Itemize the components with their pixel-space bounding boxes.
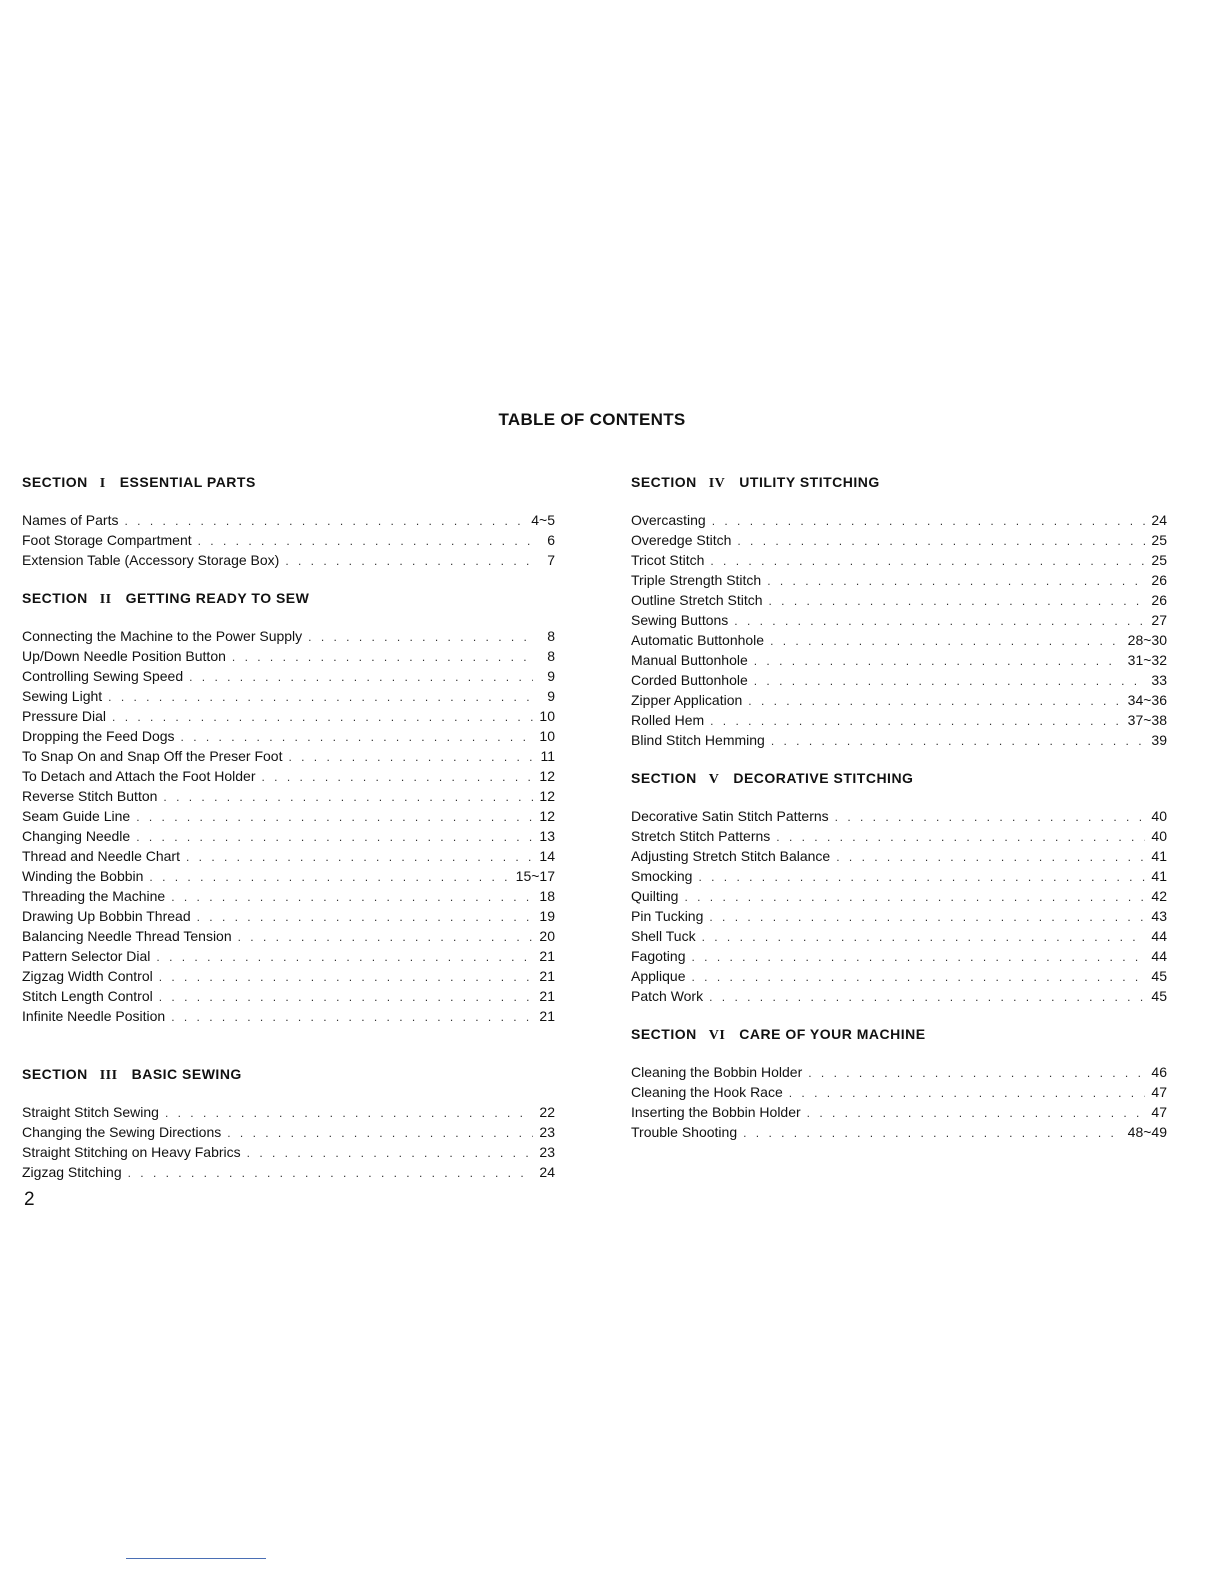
toc-entry-label: Extension Table (Accessory Storage Box) xyxy=(22,552,280,568)
dot-leader xyxy=(807,1103,1145,1123)
toc-entry-label: Outline Stretch Stitch xyxy=(631,592,763,608)
dot-leader xyxy=(156,947,533,967)
section-name: GETTING READY TO SEW xyxy=(125,590,310,606)
toc-entry-page: 8 xyxy=(547,648,555,664)
dot-leader xyxy=(163,787,533,807)
toc-entry-label: Up/Down Needle Position Button xyxy=(22,648,226,664)
toc-entry-page: 44 xyxy=(1151,948,1167,964)
toc-entry-page: 47 xyxy=(1151,1104,1167,1120)
toc-entry-page: 33 xyxy=(1151,672,1167,688)
toc-entry xyxy=(631,966,1167,986)
toc-entry xyxy=(22,966,555,986)
toc-entry xyxy=(631,570,1167,590)
toc-entry-list xyxy=(22,510,555,570)
dot-leader xyxy=(754,651,1122,671)
toc-entry xyxy=(22,1102,555,1122)
dot-leader xyxy=(136,807,533,827)
toc-entry-page: 6 xyxy=(547,532,555,548)
toc-entry-label: Pressure Dial xyxy=(22,708,107,724)
toc-entry-page: 9 xyxy=(547,688,555,704)
toc-entry-label: Manual Buttonhole xyxy=(631,652,748,668)
toc-entry-page: 7 xyxy=(547,552,555,568)
toc-entry-list xyxy=(631,510,1167,750)
toc-entry-label: Sewing Light xyxy=(22,688,103,704)
toc-entry-page: 23 xyxy=(539,1144,555,1160)
dot-leader xyxy=(709,987,1145,1007)
toc-entry-page: 21 xyxy=(539,1008,555,1024)
toc-entry-label: Triple Strength Stitch xyxy=(631,572,762,588)
toc-entry xyxy=(22,626,555,646)
section-heading xyxy=(631,1024,1167,1044)
dot-leader xyxy=(789,1083,1145,1103)
toc-entry-page: 45 xyxy=(1151,988,1167,1004)
dot-leader xyxy=(737,531,1145,551)
section-label: SECTION xyxy=(631,1026,697,1042)
toc-entry-page: 39 xyxy=(1151,732,1167,748)
dot-leader xyxy=(149,867,509,887)
toc-entry xyxy=(631,630,1167,650)
toc-entry-label: Overcasting xyxy=(631,512,706,528)
toc-entry-label: Zipper Application xyxy=(631,692,743,708)
toc-entry xyxy=(22,686,555,706)
section-name: ESSENTIAL PARTS xyxy=(119,474,256,490)
dot-leader xyxy=(136,827,533,847)
toc-entry-page: 14 xyxy=(539,848,555,864)
toc-entry-label: Changing the Sewing Directions xyxy=(22,1124,222,1140)
dot-leader xyxy=(186,847,533,867)
toc-entry-page: 20 xyxy=(539,928,555,944)
dot-leader xyxy=(836,847,1145,867)
toc-entry-label: Tricot Stitch xyxy=(631,552,705,568)
dot-leader xyxy=(159,967,533,987)
dot-leader xyxy=(709,907,1145,927)
dot-leader xyxy=(835,807,1145,827)
section-numeral: V xyxy=(708,772,720,787)
dot-leader xyxy=(712,511,1145,531)
toc-entry-label: Zigzag Stitching xyxy=(22,1164,122,1180)
section-label: SECTION xyxy=(22,590,88,606)
toc-entry xyxy=(631,650,1167,670)
toc-entry xyxy=(22,886,555,906)
toc-entry xyxy=(631,1082,1167,1102)
toc-entry-page: 12 xyxy=(539,808,555,824)
dot-leader xyxy=(238,927,533,947)
toc-entry xyxy=(631,730,1167,750)
dot-leader xyxy=(261,767,533,787)
toc-entry-page: 24 xyxy=(1151,512,1167,528)
toc-entry xyxy=(22,806,555,826)
toc-column-right xyxy=(631,472,1167,1142)
toc-entry-page: 12 xyxy=(539,768,555,784)
toc-entry-page: 8 xyxy=(547,628,555,644)
toc-entry-page: 47 xyxy=(1151,1084,1167,1100)
toc-entry xyxy=(631,946,1167,966)
toc-entry-page: 12 xyxy=(539,788,555,804)
page-number: 2 xyxy=(24,1189,35,1210)
toc-entry-label: Patch Work xyxy=(631,988,704,1004)
toc-entry-label: Changing Needle xyxy=(22,828,131,844)
toc-entry-page: 48~49 xyxy=(1127,1124,1167,1140)
toc-entry-label: Inserting the Bobbin Holder xyxy=(631,1104,801,1120)
toc-entry xyxy=(631,846,1167,866)
toc-column-left xyxy=(22,472,555,1182)
section-numeral: VI xyxy=(708,1028,726,1043)
toc-entry xyxy=(631,986,1167,1006)
toc-entry xyxy=(631,530,1167,550)
toc-entry xyxy=(631,906,1167,926)
dot-leader xyxy=(702,927,1145,947)
toc-entry xyxy=(631,926,1167,946)
dot-leader xyxy=(128,1163,533,1183)
toc-entry-label: Applique xyxy=(631,968,686,984)
toc-entry-label: Shell Tuck xyxy=(631,928,696,944)
toc-entry-page: 23 xyxy=(539,1124,555,1140)
toc-entry-page: 27 xyxy=(1151,612,1167,628)
section-label: SECTION xyxy=(22,1066,88,1082)
toc-entry xyxy=(22,846,555,866)
toc-entry xyxy=(22,946,555,966)
toc-entry xyxy=(631,826,1167,846)
toc-entry xyxy=(22,646,555,666)
dot-leader xyxy=(710,551,1145,571)
dot-leader xyxy=(684,887,1145,907)
section-name: DECORATIVE STITCHING xyxy=(733,770,914,786)
section-numeral: IV xyxy=(708,476,726,491)
section-heading xyxy=(631,472,1167,492)
toc-entry xyxy=(631,710,1167,730)
toc-entry-label: Smocking xyxy=(631,868,693,884)
dot-leader xyxy=(171,1007,533,1027)
toc-entry-page: 28~30 xyxy=(1127,632,1167,648)
dot-leader xyxy=(308,627,533,647)
dot-leader xyxy=(767,571,1145,591)
toc-entry-page: 25 xyxy=(1151,532,1167,548)
toc-entry xyxy=(22,746,555,766)
dot-leader xyxy=(112,707,533,727)
dot-leader xyxy=(698,867,1145,887)
dot-leader xyxy=(771,731,1145,751)
toc-entry xyxy=(631,690,1167,710)
dot-leader xyxy=(692,967,1146,987)
dot-leader xyxy=(285,551,533,571)
toc-entry-page: 46 xyxy=(1151,1064,1167,1080)
toc-entry xyxy=(22,786,555,806)
dot-leader xyxy=(189,667,533,687)
toc-entry-label: Stretch Stitch Patterns xyxy=(631,828,771,844)
toc-entry xyxy=(22,866,555,886)
toc-entry-label: Threading the Machine xyxy=(22,888,166,904)
toc-entry-page: 13 xyxy=(539,828,555,844)
toc-entry-page: 26 xyxy=(1151,572,1167,588)
section-heading xyxy=(22,1064,555,1084)
toc-entry xyxy=(631,1102,1167,1122)
toc-entry-page: 34~36 xyxy=(1127,692,1167,708)
toc-entry-label: Fagoting xyxy=(631,948,686,964)
toc-entry-page: 15~17 xyxy=(515,868,555,884)
dot-leader xyxy=(247,1143,533,1163)
toc-entry-label: To Snap On and Snap Off the Preser Foot xyxy=(22,748,283,764)
dot-leader xyxy=(770,631,1122,651)
toc-entry-label: Seam Guide Line xyxy=(22,808,131,824)
toc-entry xyxy=(631,886,1167,906)
toc-entry-list xyxy=(22,1102,555,1182)
toc-entry xyxy=(631,590,1167,610)
toc-entry-page: 45 xyxy=(1151,968,1167,984)
dot-leader xyxy=(108,687,533,707)
toc-entry xyxy=(22,726,555,746)
toc-entry xyxy=(631,806,1167,826)
toc-entry-page: 37~38 xyxy=(1127,712,1167,728)
toc-entry-label: Rolled Hem xyxy=(631,712,705,728)
toc-entry-page: 24 xyxy=(539,1164,555,1180)
toc-entry-page: 10 xyxy=(539,728,555,744)
toc-entry-page: 42 xyxy=(1151,888,1167,904)
toc-entry-page: 19 xyxy=(539,908,555,924)
dot-leader xyxy=(171,887,533,907)
decorative-underline xyxy=(126,1558,266,1559)
toc-entry-page: 10 xyxy=(539,708,555,724)
toc-entry-page: 26 xyxy=(1151,592,1167,608)
dot-leader xyxy=(734,611,1145,631)
toc-entry-page: 9 xyxy=(547,668,555,684)
toc-entry xyxy=(22,1162,555,1182)
dot-leader xyxy=(748,691,1121,711)
dot-leader xyxy=(288,747,533,767)
toc-entry-list xyxy=(631,1062,1167,1142)
section-care-of-your-machine xyxy=(631,1024,1167,1142)
toc-entry xyxy=(22,906,555,926)
toc-entry-label: Pattern Selector Dial xyxy=(22,948,151,964)
dot-leader xyxy=(159,987,533,1007)
toc-entry-label: Blind Stitch Hemming xyxy=(631,732,765,748)
section-decorative-stitching xyxy=(631,768,1167,1006)
toc-entry xyxy=(631,670,1167,690)
section-label: SECTION xyxy=(631,474,697,490)
toc-entry-list xyxy=(22,626,555,1026)
toc-entry-label: Controlling Sewing Speed xyxy=(22,668,184,684)
dot-leader xyxy=(754,671,1145,691)
toc-entry xyxy=(22,1142,555,1162)
dot-leader xyxy=(710,711,1122,731)
toc-entry-page: 11 xyxy=(540,748,555,764)
toc-entry-label: Sewing Buttons xyxy=(631,612,729,628)
toc-entry xyxy=(631,866,1167,886)
dot-leader xyxy=(232,647,533,667)
section-heading xyxy=(22,588,555,608)
section-name: BASIC SEWING xyxy=(131,1066,242,1082)
toc-entry xyxy=(631,610,1167,630)
toc-entry-list xyxy=(631,806,1167,1006)
section-essential-parts xyxy=(22,472,555,570)
toc-entry-page: 31~32 xyxy=(1127,652,1167,668)
toc-entry xyxy=(22,826,555,846)
section-name: CARE OF YOUR MACHINE xyxy=(739,1026,926,1042)
toc-entry-label: To Detach and Attach the Foot Holder xyxy=(22,768,256,784)
toc-entry-page: 43 xyxy=(1151,908,1167,924)
toc-entry-label: Balancing Needle Thread Tension xyxy=(22,928,232,944)
toc-entry-label: Quilting xyxy=(631,888,679,904)
toc-entry-label: Automatic Buttonhole xyxy=(631,632,765,648)
toc-entry-label: Winding the Bobbin xyxy=(22,868,144,884)
toc-entry xyxy=(22,530,555,550)
toc-entry-label: Drawing Up Bobbin Thread xyxy=(22,908,191,924)
toc-entry xyxy=(22,550,555,570)
toc-entry xyxy=(22,766,555,786)
toc-entry-label: Names of Parts xyxy=(22,512,119,528)
toc-entry-page: 41 xyxy=(1151,868,1167,884)
toc-entry xyxy=(631,1122,1167,1142)
toc-entry-label: Connecting the Machine to the Power Supply xyxy=(22,628,303,644)
toc-entry-page: 25 xyxy=(1151,552,1167,568)
toc-entry-label: Reverse Stitch Button xyxy=(22,788,158,804)
dot-leader xyxy=(198,531,533,551)
toc-entry-page: 4~5 xyxy=(531,512,555,528)
dot-leader xyxy=(776,827,1145,847)
dot-leader xyxy=(691,947,1145,967)
toc-entry xyxy=(22,706,555,726)
dot-leader xyxy=(227,1123,533,1143)
toc-entry-label: Dropping the Feed Dogs xyxy=(22,728,175,744)
toc-entry-label: Thread and Needle Chart xyxy=(22,848,180,864)
toc-entry-label: Corded Buttonhole xyxy=(631,672,748,688)
toc-entry-label: Pin Tucking xyxy=(631,908,704,924)
toc-entry xyxy=(22,1006,555,1026)
toc-entry-page: 21 xyxy=(539,988,555,1004)
toc-entry-label: Cleaning the Bobbin Holder xyxy=(631,1064,803,1080)
dot-leader xyxy=(165,1103,533,1123)
dot-leader xyxy=(181,727,533,747)
section-getting-ready-to-sew xyxy=(22,588,555,1026)
section-basic-sewing xyxy=(22,1064,555,1182)
section-numeral: I xyxy=(99,476,106,491)
toc-entry-label: Straight Stitching on Heavy Fabrics xyxy=(22,1144,241,1160)
toc-entry-page: 21 xyxy=(539,948,555,964)
section-utility-stitching xyxy=(631,472,1167,750)
section-heading xyxy=(22,472,555,492)
toc-entry-page: 40 xyxy=(1151,808,1167,824)
toc-entry xyxy=(22,1122,555,1142)
section-label: SECTION xyxy=(22,474,88,490)
toc-entry xyxy=(22,666,555,686)
toc-entry-label: Decorative Satin Stitch Patterns xyxy=(631,808,829,824)
toc-entry xyxy=(631,550,1167,570)
toc-entry-page: 22 xyxy=(539,1104,555,1120)
dot-leader xyxy=(808,1063,1145,1083)
toc-entry-label: Zigzag Width Control xyxy=(22,968,153,984)
dot-leader xyxy=(743,1123,1122,1143)
dot-leader xyxy=(124,511,525,531)
section-numeral: II xyxy=(99,592,112,607)
toc-entry-label: Cleaning the Hook Race xyxy=(631,1084,783,1100)
dot-leader xyxy=(197,907,533,927)
toc-entry-label: Straight Stitch Sewing xyxy=(22,1104,159,1120)
toc-entry-label: Trouble Shooting xyxy=(631,1124,738,1140)
section-heading xyxy=(631,768,1167,788)
toc-entry xyxy=(22,986,555,1006)
toc-entry-page: 40 xyxy=(1151,828,1167,844)
toc-entry-page: 18 xyxy=(539,888,555,904)
section-label: SECTION xyxy=(631,770,697,786)
toc-entry xyxy=(631,510,1167,530)
toc-entry-page: 21 xyxy=(539,968,555,984)
dot-leader xyxy=(769,591,1145,611)
section-name: UTILITY STITCHING xyxy=(739,474,880,490)
toc-entry xyxy=(631,1062,1167,1082)
toc-entry-label: Overedge Stitch xyxy=(631,532,732,548)
toc-entry-page: 44 xyxy=(1151,928,1167,944)
section-numeral: III xyxy=(99,1068,118,1083)
toc-entry xyxy=(22,926,555,946)
toc-entry-label: Adjusting Stretch Stitch Balance xyxy=(631,848,831,864)
toc-entry-page: 41 xyxy=(1151,848,1167,864)
page-title: TABLE OF CONTENTS xyxy=(498,410,686,429)
toc-entry xyxy=(22,510,555,530)
toc-entry-label: Stitch Length Control xyxy=(22,988,153,1004)
toc-entry-label: Foot Storage Compartment xyxy=(22,532,192,548)
toc-entry-label: Infinite Needle Position xyxy=(22,1008,166,1024)
